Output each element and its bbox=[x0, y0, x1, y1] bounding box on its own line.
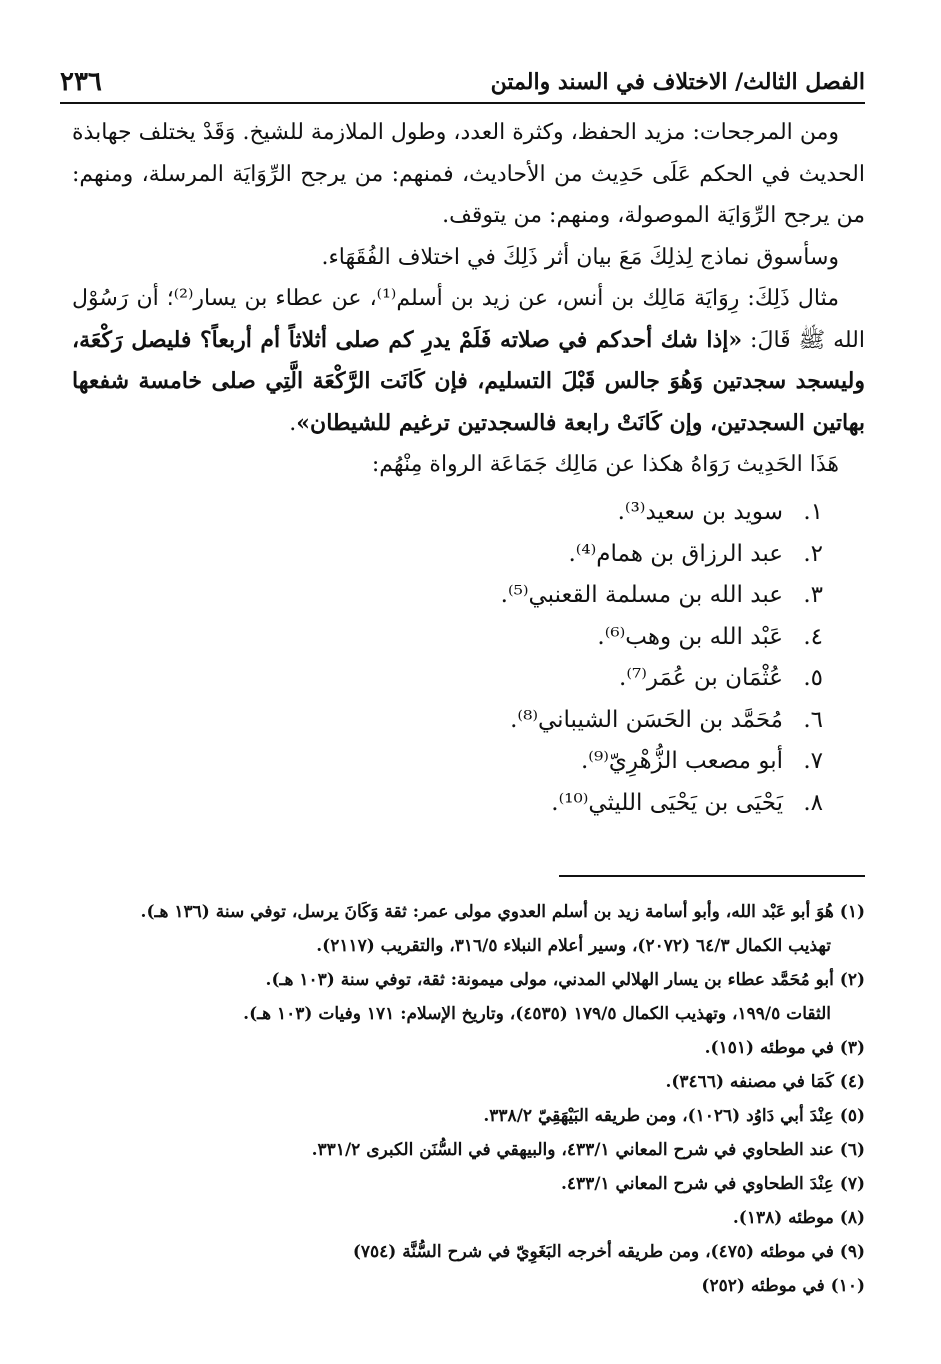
hadith-text: «إذا شك أحدكم في صلاته فَلَمْ يدرِ كم صلى أثلاثاً أم أربعاً؟ فليصل رَكْعَة، وليسجد سجدتين وَهُوَ جالس قَبْلَ التسليم، فإن كَانَت الرَّكْعَة الَّتِي صلى خامسة شفعها بهاتين السجدتين، وإن كَانَتْ رابعة فالسجدتين ترغيم للشيطان» bbox=[72, 326, 865, 436]
narrator-name: عبد الرزاق بن همام⁽⁴⁾. bbox=[568, 540, 783, 567]
list-item bbox=[303, 492, 823, 534]
footnotes bbox=[72, 895, 865, 1303]
example-intro: مثال ذَلِكَ: رِوَايَة مَالِك بن أنس، عن زيد بن أسلم⁽¹⁾، عن عطاء بن يسار⁽²⁾؛ أن رَسُوْل الله ﷺ قَالَ: bbox=[72, 286, 865, 353]
list-number: ٥. bbox=[803, 665, 823, 691]
narrator-name: عبد الله بن مسلمة القعنبي⁽⁵⁾. bbox=[500, 582, 783, 608]
narrator-name: أبو مصعب الزُّهْرِيّ⁽⁹⁾. bbox=[580, 748, 783, 774]
narrator-name: مُحَمَّد بن الحَسَن الشيباني⁽⁸⁾. bbox=[510, 706, 783, 733]
example-end: . bbox=[289, 410, 297, 436]
paragraph-narrators-intro: هَذَا الحَدِيث رَوَاهُ هكذا عن مَالِك جَمَاعَة الرواة مِنْهُم: bbox=[371, 452, 839, 477]
footnote-1: (١) هُوَ أبو عَبْد الله، وأبو أسامة زيد بن أسلم العدوي مولى عمر: ثقة وَكَانَ يرسل، توفي سنة (١٣٦ هـ). bbox=[140, 902, 865, 922]
footnote-4: (٤) كَمَا في مصنفه (٣٤٦٦). bbox=[665, 1072, 865, 1092]
narrator-name: عُثْمَان بن عُمَر⁽⁷⁾. bbox=[619, 665, 783, 691]
narrator-name: سويد بن سعيد⁽³⁾. bbox=[617, 499, 783, 525]
list-item bbox=[303, 575, 823, 617]
narrator-name: يَحْيَى بن يَحْيَى الليثي⁽¹⁰⁾. bbox=[551, 789, 783, 816]
footnote-6: (٦) عند الطحاوي في شرح المعاني ٤٣٣/١، والبيهقي في السُّنَن الكبرى ٣٣١/٢. bbox=[311, 1140, 865, 1160]
page-header bbox=[60, 62, 865, 104]
list-item bbox=[303, 783, 823, 825]
footnote-9: (٩) في موطئه (٤٧٥)، ومن طريقه أخرجه البَغَوِيّ في شرح السُّنَّة (٧٥٤) bbox=[352, 1242, 865, 1262]
footnote-5: (٥) عِنْدَ أبي دَاوُد (١٠٢٦)، ومن طريقه البَيْهَقِيّ ٣٣٨/٢. bbox=[483, 1106, 865, 1126]
chapter-title: الفصل الثالث/ الاختلاف في السند والمتن bbox=[490, 69, 865, 95]
footnote-1-reference: تهذيب الكمال ٦٤/٣ (٢٠٧٢)، وسير أعلام النبلاء ٣١٦/٥، والتقريب (٢١١٧). bbox=[316, 936, 831, 956]
list-item bbox=[303, 617, 823, 659]
list-number: ٢. bbox=[803, 540, 823, 567]
footnote-7: (٧) عِنْدَ الطحاوي في شرح المعاني ٤٣٣/١. bbox=[560, 1174, 865, 1194]
narrator-name: عَبْد الله بن وهب⁽⁶⁾. bbox=[597, 623, 783, 650]
footnote-separator bbox=[559, 875, 865, 877]
list-number: ٧. bbox=[803, 748, 823, 774]
list-number: ٣. bbox=[803, 582, 823, 608]
list-number: ١. bbox=[803, 499, 823, 525]
list-item bbox=[303, 700, 823, 742]
list-item bbox=[303, 741, 823, 783]
list-number: ٦. bbox=[803, 706, 823, 733]
list-item bbox=[303, 534, 823, 576]
list-item bbox=[303, 658, 823, 700]
list-number: ٤. bbox=[803, 623, 823, 650]
narrators-list bbox=[303, 492, 823, 824]
paragraph-example bbox=[72, 278, 865, 444]
paragraph-intro: ومن المرجحات: مزيد الحفظ، وكثرة العدد، وطول الملازمة للشيخ. وَقَدْ يختلف جهابذة الحديث في الحكم عَلَى حَدِيث من الأحاديث، فمنهم: من يرجح الرِّوَايَة المرسلة، ومنهم: من يرجح الرِّوَايَة الموصولة، ومنهم: من يتوقف. bbox=[72, 120, 865, 228]
main-text bbox=[72, 112, 865, 486]
footnote-2-reference: الثقات ١٩٩/٥، وتهذيب الكمال ١٧٩/٥ (٤٥٣٥)، وتاريخ الإسلام: ١٧١ وفيات (١٠٣ هـ). bbox=[243, 1004, 831, 1024]
footnote-2: (٢) أبو مُحَمَّد عطاء بن يسار الهلالي المدني، مولى ميمونة: ثقة، توفي سنة (١٠٣ هـ). bbox=[265, 970, 865, 990]
list-number: ٨. bbox=[803, 789, 823, 816]
footnote-10: (١٠) في موطئه (٢٥٢) bbox=[701, 1276, 865, 1296]
footnote-3: (٣) في موطئه (١٥١). bbox=[704, 1038, 865, 1058]
page-number: ٢٣٦ bbox=[60, 67, 102, 97]
paragraph-models: وسأسوق نماذج لِذلِكَ مَعَ بيان أثر ذَلِكَ في اختلاف الفُقَهَاء. bbox=[321, 244, 839, 270]
footnote-8: (٨) موطئه (١٣٨). bbox=[732, 1208, 865, 1228]
